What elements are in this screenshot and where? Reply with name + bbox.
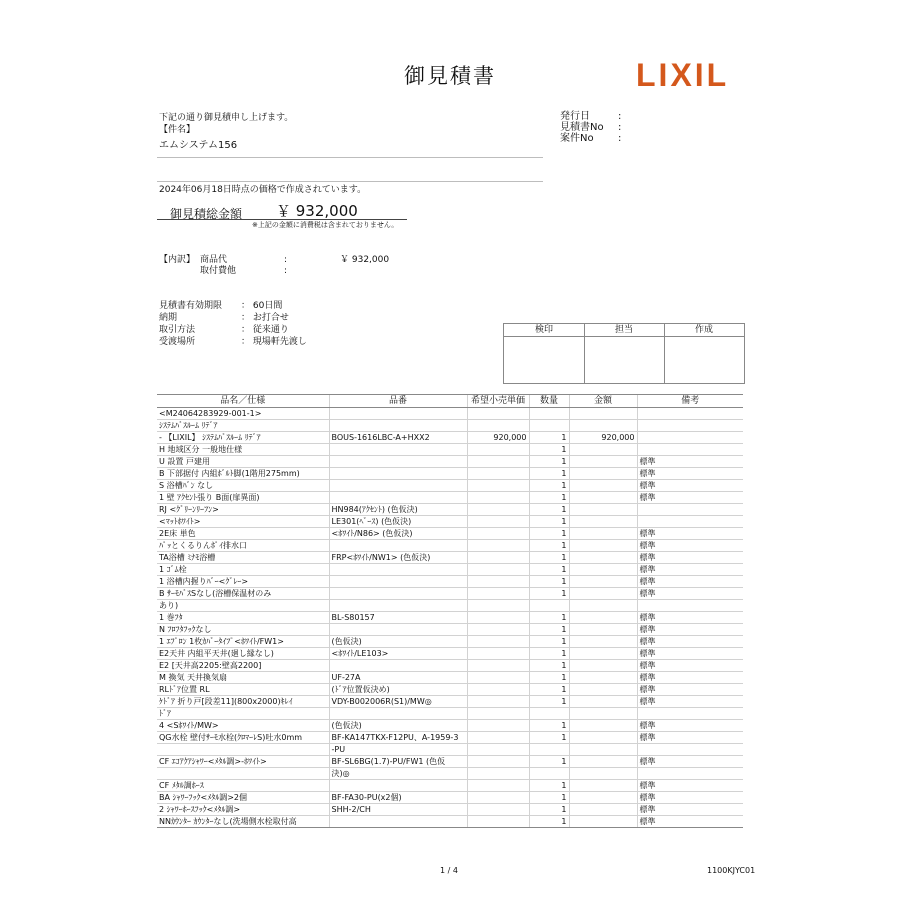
item-code [329, 420, 467, 432]
item-amount [569, 540, 637, 552]
term-validity: 見積書有効期限 ： 60日間 [159, 301, 283, 311]
item-unit-price [467, 468, 529, 480]
item-remarks [637, 600, 743, 612]
item-name: 1 壁 ｱｸｾﾝﾄ張り B面(扉異面) [157, 492, 329, 504]
item-amount [569, 792, 637, 804]
item-remarks: 標準 [637, 660, 743, 672]
table-row [157, 552, 743, 564]
item-unit-price [467, 648, 529, 660]
item-qty: 1 [529, 456, 569, 468]
item-amount [569, 756, 637, 768]
item-qty: 1 [529, 492, 569, 504]
item-qty: 1 [529, 528, 569, 540]
item-code [329, 480, 467, 492]
item-name: 1 浴槽内握りﾊﾞｰ<ｸﾞﾚｰ> [157, 576, 329, 588]
item-remarks: 標準 [637, 732, 743, 744]
item-name: NNｶｳﾝﾀｰ ｶｳﾝﾀｰなし(洗場側水栓取付高 [157, 816, 329, 828]
item-remarks: 標準 [637, 684, 743, 696]
item-amount [569, 444, 637, 456]
item-qty: 1 [529, 720, 569, 732]
item-remarks [637, 768, 743, 780]
col-header-code: 品番 [329, 395, 467, 408]
item-unit-price [467, 612, 529, 624]
table-row [157, 528, 743, 540]
item-qty [529, 420, 569, 432]
item-qty: 1 [529, 480, 569, 492]
term-delivery: 納期 ： お打合せ [159, 313, 289, 323]
item-name: <M24064283929-001-1> [157, 408, 329, 420]
item-unit-price [467, 792, 529, 804]
item-unit-price [467, 504, 529, 516]
item-qty [529, 408, 569, 420]
table-row [157, 660, 743, 672]
item-code [329, 444, 467, 456]
item-code [329, 600, 467, 612]
intro-text: 下記の通り御見積申し上げます。 [159, 113, 294, 123]
approval-charge: 担当 [614, 325, 633, 335]
item-code: UF-27A [329, 672, 467, 684]
item-unit-price [467, 684, 529, 696]
item-qty: 1 [529, 804, 569, 816]
table-row [157, 492, 743, 504]
item-qty: 1 [529, 648, 569, 660]
col-header-qty: 数量 [529, 395, 569, 408]
table-row [157, 744, 743, 756]
item-unit-price [467, 480, 529, 492]
item-qty: 1 [529, 792, 569, 804]
form-code: 1100KJYC01 [707, 866, 756, 875]
item-unit-price [467, 636, 529, 648]
item-qty [529, 600, 569, 612]
item-qty: 1 [529, 432, 569, 444]
table-row [157, 816, 743, 828]
item-code [329, 576, 467, 588]
col-header-name: 品名／仕様 [157, 395, 329, 408]
table-row [157, 624, 743, 636]
item-qty: 1 [529, 564, 569, 576]
item-remarks: 標準 [637, 456, 743, 468]
item-name: ｼｽﾃﾑﾊﾞｽﾙｰﾑ ﾘﾃﾞｱ [157, 420, 329, 432]
item-remarks: 標準 [637, 696, 743, 708]
item-unit-price [467, 528, 529, 540]
meta-estimate-no: 見積書No : [560, 122, 622, 133]
item-code [329, 708, 467, 720]
table-row [157, 780, 743, 792]
item-amount [569, 684, 637, 696]
item-qty: 1 [529, 576, 569, 588]
item-qty: 1 [529, 504, 569, 516]
table-row [157, 444, 743, 456]
item-amount [569, 504, 637, 516]
table-row [157, 684, 743, 696]
table-row [157, 480, 743, 492]
item-qty: 1 [529, 816, 569, 828]
item-qty: 1 [529, 516, 569, 528]
item-name: RLﾄﾞｱ位置 RL [157, 684, 329, 696]
item-remarks: 標準 [637, 648, 743, 660]
item-unit-price: 920,000 [467, 432, 529, 444]
item-unit-price [467, 708, 529, 720]
item-unit-price [467, 552, 529, 564]
item-qty: 1 [529, 444, 569, 456]
item-name: N ﾌﾛﾌﾀﾌｯｸなし [157, 624, 329, 636]
item-amount [569, 564, 637, 576]
table-row [157, 708, 743, 720]
item-amount [569, 708, 637, 720]
item-amount [569, 804, 637, 816]
item-qty: 1 [529, 624, 569, 636]
item-code [329, 564, 467, 576]
item-name: S 浴槽ﾊﾞﾝ なし [157, 480, 329, 492]
item-name: B ｻｰﾓﾊﾞｽSなし(浴槽保温材のみ [157, 588, 329, 600]
item-unit-price [467, 672, 529, 684]
table-row [157, 720, 743, 732]
item-code [329, 624, 467, 636]
item-qty: 1 [529, 540, 569, 552]
price-date-note: 2024年06月18日時点の価格で作成されています。 [159, 185, 367, 195]
lixil-logo: LIXIL [636, 57, 730, 93]
item-code: <ﾎﾜｲﾄ/N86> (色仮決) [329, 528, 467, 540]
item-qty: 1 [529, 636, 569, 648]
item-code: (色仮決) [329, 720, 467, 732]
item-remarks: 標準 [637, 564, 743, 576]
item-qty: 1 [529, 588, 569, 600]
item-unit-price [467, 804, 529, 816]
item-unit-price [467, 780, 529, 792]
item-unit-price [467, 516, 529, 528]
item-amount [569, 744, 637, 756]
item-unit-price [467, 720, 529, 732]
item-amount [569, 732, 637, 744]
item-name: U 設置 戸建用 [157, 456, 329, 468]
table-row [157, 516, 743, 528]
subject-value: エムシステム156 [159, 140, 238, 151]
meta-issue-date: 発行日 : [560, 111, 622, 122]
item-remarks: 標準 [637, 528, 743, 540]
item-code [329, 816, 467, 828]
term-place: 受渡場所 ： 現場軒先渡し [159, 337, 307, 347]
item-remarks [637, 420, 743, 432]
item-name: あり) [157, 600, 329, 612]
item-remarks: 標準 [637, 756, 743, 768]
item-amount [569, 720, 637, 732]
item-unit-price [467, 600, 529, 612]
item-qty [529, 744, 569, 756]
item-remarks: 標準 [637, 612, 743, 624]
item-code: <ﾎﾜｲﾄ/LE103> [329, 648, 467, 660]
item-amount [569, 516, 637, 528]
item-code: VDY-B002006R(S1)/MW◎ [329, 696, 467, 708]
item-name: 2E床 単色 [157, 528, 329, 540]
table-row [157, 588, 743, 600]
item-remarks [637, 708, 743, 720]
item-remarks [637, 744, 743, 756]
item-code: (ﾄﾞｱ位置仮決め) [329, 684, 467, 696]
breakdown-label: 【内訳】 [159, 255, 196, 265]
item-amount [569, 492, 637, 504]
item-amount [569, 696, 637, 708]
total-label: 御見積総金額 [170, 207, 243, 221]
item-name [157, 744, 329, 756]
item-amount [569, 456, 637, 468]
item-remarks: 標準 [637, 636, 743, 648]
item-amount [569, 636, 637, 648]
col-header-amount: 金額 [569, 395, 637, 408]
item-name: ｹﾄﾞｱ 折り戸[段差11](800x2000)ｷﾚｲ [157, 696, 329, 708]
item-remarks: 標準 [637, 468, 743, 480]
item-name: 1 巻ﾌﾀ [157, 612, 329, 624]
item-amount [569, 420, 637, 432]
item-name: CF ﾒﾀﾙ調ﾎｰｽ [157, 780, 329, 792]
item-unit-price [467, 492, 529, 504]
item-unit-price [467, 660, 529, 672]
item-amount [569, 588, 637, 600]
item-unit-price [467, 744, 529, 756]
item-code: LE301(ﾍﾞｰｽ) (色仮決) [329, 516, 467, 528]
item-unit-price [467, 420, 529, 432]
total-amount: ￥ 932,000 [276, 202, 358, 220]
item-name: QG水栓 壁付ｻｰﾓ水栓(ｸﾛﾏｰﾚS)吐水0mm [157, 732, 329, 744]
item-amount [569, 552, 637, 564]
item-qty: 1 [529, 468, 569, 480]
item-remarks [637, 432, 743, 444]
approval-create: 作成 [694, 325, 713, 335]
item-name: M 換気 天井換気扇 [157, 672, 329, 684]
table-header-row [157, 395, 743, 408]
table-row [157, 564, 743, 576]
item-name: CF ｴｺｱｸｱｼｬﾜｰ<ﾒﾀﾙ調>-ﾎﾜｲﾄ> [157, 756, 329, 768]
meta-block [560, 110, 622, 144]
item-remarks: 標準 [637, 576, 743, 588]
item-qty: 1 [529, 696, 569, 708]
item-amount [569, 780, 637, 792]
item-code: BF-KA147TKX-F12PU、A-1959-3 [329, 732, 467, 744]
item-amount [569, 672, 637, 684]
item-code [329, 588, 467, 600]
item-code [329, 456, 467, 468]
item-unit-price [467, 588, 529, 600]
table-row [157, 756, 743, 768]
item-amount [569, 624, 637, 636]
item-name: B 下部据付 内組ﾎﾞﾙﾄ脚(1階用275mm) [157, 468, 329, 480]
table-row [157, 792, 743, 804]
item-code: BF-SL6BG(1.7)-PU/FW1 (色仮 [329, 756, 467, 768]
item-amount [569, 480, 637, 492]
table-row [157, 576, 743, 588]
item-amount [569, 612, 637, 624]
item-name: ﾊﾟｯとくるりんﾎﾟｲ排水口 [157, 540, 329, 552]
item-code: BL-S80157 [329, 612, 467, 624]
table-row [157, 732, 743, 744]
item-amount: 920,000 [569, 432, 637, 444]
item-name: - 【LIXIL】 ｼｽﾃﾑﾊﾞｽﾙｰﾑ ﾘﾃﾞｱ [157, 432, 329, 444]
item-qty [529, 768, 569, 780]
item-unit-price [467, 540, 529, 552]
table-row [157, 648, 743, 660]
item-remarks [637, 516, 743, 528]
item-remarks: 標準 [637, 804, 743, 816]
terms-block [159, 300, 307, 348]
item-amount [569, 408, 637, 420]
approval-box [503, 323, 745, 384]
page-number: 1 / 4 [440, 866, 458, 875]
item-qty: 1 [529, 684, 569, 696]
item-qty: 1 [529, 552, 569, 564]
table-row [157, 804, 743, 816]
item-code [329, 408, 467, 420]
item-amount [569, 768, 637, 780]
item-remarks [637, 408, 743, 420]
item-code: BF-FA30-PU(x2個) [329, 792, 467, 804]
item-remarks: 標準 [637, 816, 743, 828]
item-remarks: 標準 [637, 480, 743, 492]
item-remarks: 標準 [637, 780, 743, 792]
item-unit-price [467, 732, 529, 744]
table-row [157, 612, 743, 624]
item-unit-price [467, 576, 529, 588]
item-unit-price [467, 624, 529, 636]
col-header-remarks: 備考 [637, 395, 743, 408]
item-amount [569, 600, 637, 612]
item-qty: 1 [529, 732, 569, 744]
item-remarks [637, 444, 743, 456]
item-remarks [637, 504, 743, 516]
item-name: RJ <ｸﾞﾘｰﾝﾘｰﾌﾝ> [157, 504, 329, 516]
approval-inspect: 検印 [534, 325, 553, 335]
table-row [157, 468, 743, 480]
item-amount [569, 468, 637, 480]
item-remarks: 標準 [637, 792, 743, 804]
item-qty: 1 [529, 756, 569, 768]
item-unit-price [467, 756, 529, 768]
item-code: (色仮決) [329, 636, 467, 648]
items-table [157, 394, 743, 828]
item-code [329, 780, 467, 792]
item-name: E2天井 内組平天井(廻し縁なし) [157, 648, 329, 660]
item-code: HN984(ｱｸｾﾝﾄ) (色仮決) [329, 504, 467, 516]
table-row [157, 672, 743, 684]
item-qty: 1 [529, 660, 569, 672]
item-amount [569, 648, 637, 660]
item-unit-price [467, 444, 529, 456]
item-remarks: 標準 [637, 588, 743, 600]
item-qty: 1 [529, 612, 569, 624]
item-name: ﾄﾞｱ [157, 708, 329, 720]
item-unit-price [467, 564, 529, 576]
item-unit-price [467, 456, 529, 468]
table-row [157, 636, 743, 648]
table-row [157, 408, 743, 420]
tax-note: ※上記の金額に消費税は含まれておりません。 [252, 221, 399, 229]
meta-project-no: 案件No : [560, 133, 622, 144]
item-name: E2 [天井高2205:壁高2200] [157, 660, 329, 672]
table-row [157, 504, 743, 516]
item-remarks: 標準 [637, 672, 743, 684]
item-unit-price [467, 768, 529, 780]
item-code: SHH-2/CH [329, 804, 467, 816]
subject-label: 【件名】 [159, 125, 196, 135]
table-row [157, 600, 743, 612]
item-amount [569, 816, 637, 828]
item-remarks: 標準 [637, 720, 743, 732]
item-name: 4 <Sﾎﾜｲﾄ/MW> [157, 720, 329, 732]
term-transaction: 取引方法 ： 従来通り [159, 325, 289, 335]
table-row [157, 432, 743, 444]
item-name: 1 ｴﾌﾟﾛﾝ 1枚ｶﾊﾞｰﾀｲﾌﾟ<ﾎﾜｲﾄ/FW1> [157, 636, 329, 648]
item-unit-price [467, 408, 529, 420]
item-qty: 1 [529, 780, 569, 792]
item-code [329, 492, 467, 504]
item-name: 2 ｼｬﾜｰﾎｰｽﾌｯｸ<ﾒﾀﾙ調> [157, 804, 329, 816]
item-qty [529, 708, 569, 720]
item-qty: 1 [529, 672, 569, 684]
item-amount [569, 528, 637, 540]
item-name [157, 768, 329, 780]
item-name: 1 ｺﾞﾑ栓 [157, 564, 329, 576]
item-name: H 地域区分 一般地仕様 [157, 444, 329, 456]
table-row [157, 768, 743, 780]
document-title: 御見積書 [404, 64, 496, 88]
table-row [157, 540, 743, 552]
item-remarks: 標準 [637, 624, 743, 636]
item-code [329, 540, 467, 552]
item-unit-price [467, 696, 529, 708]
breakdown-row: 商品代 : ￥ 932,000 [200, 255, 390, 265]
item-name: <ﾏｯﾄﾎﾜｲﾄ> [157, 516, 329, 528]
table-row [157, 420, 743, 432]
item-amount [569, 576, 637, 588]
col-header-unit-price: 希望小売単価 [467, 395, 529, 408]
item-code: 決)◎ [329, 768, 467, 780]
item-name: TA浴槽 ﾐﾅﾓ浴槽 [157, 552, 329, 564]
item-remarks: 標準 [637, 552, 743, 564]
item-code [329, 468, 467, 480]
breakdown-row: 取付費他 : [200, 266, 288, 276]
item-code [329, 660, 467, 672]
item-unit-price [467, 816, 529, 828]
item-amount [569, 660, 637, 672]
item-remarks: 標準 [637, 492, 743, 504]
item-code: BOUS-1616LBC-A+HXX2 [329, 432, 467, 444]
table-row [157, 696, 743, 708]
table-row [157, 456, 743, 468]
item-remarks: 標準 [637, 540, 743, 552]
item-code: -PU [329, 744, 467, 756]
item-code: FRP<ﾎﾜｲﾄ/NW1> (色仮決) [329, 552, 467, 564]
item-name: BA ｼｬﾜｰﾌｯｸ<ﾒﾀﾙ調>2個 [157, 792, 329, 804]
